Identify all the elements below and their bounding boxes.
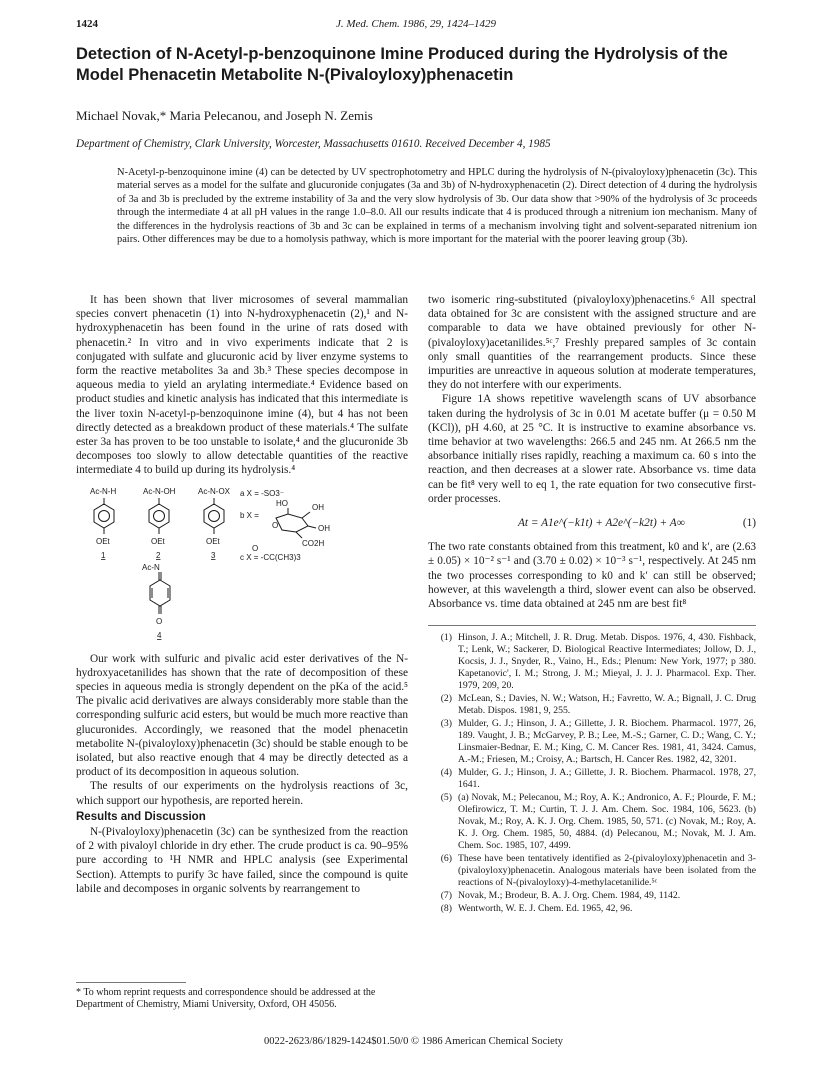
correspondence-footnote — [76, 982, 408, 1012]
page-number: 1424 — [76, 18, 98, 30]
reference-item: (6) These have been tentatively identified as 2-(pivaloyloxy)phenacetin and 3-(pivaloyloxy)phenacetin. Analogous materials have been isolated from the reactions of N-(pivaloyloxy)-4-methylacetanilide.⁵ᶜ — [440, 853, 756, 889]
reference-item: (4) Mulder, G. J.; Hinson, J. A.; Gillette, J. R. Biochem. Pharmacol. 1978, 27, 1641. — [440, 767, 756, 791]
body-paragraph: The results of our experiments on the hydrolysis reactions of 3c, which support our hypothesis, are reported herein. — [76, 780, 408, 807]
reference-item: (1) Hinson, J. A.; Mitchell, J. R. Drug. Metab. Dispos. 1976, 4, 430. Fishback, T.; Lenk, W.; Sackerer, D. Biological Reactive Intermediates; Jollow, D. J., Kocsis, J. J., Snyder, R., Vaino, H., Eds.; Plenum: New York, 1977; p 380. Kapetanovic', I. M.; Strong, J. M.; Mieyal, J. J. J. Pharmacol. Exp. Ther. 1979, 209, 20. — [440, 632, 756, 692]
footnote-rule — [76, 982, 186, 983]
reference-item: (8) Wentworth, W. E. J. Chem. Ed. 1965, 42, 96. — [440, 903, 633, 915]
article-title: Detection of N-Acetyl-p-benzoquinone Imine Produced during the Hydrolysis of the Model Phenacetin Metabolite N-(Pivaloyloxy)phenacetin — [76, 45, 728, 84]
x-definition-c: c X = -CC(CH3)3 — [240, 552, 301, 562]
glucuronide-oh2: OH — [318, 523, 330, 533]
section-heading: Results and Discussion — [76, 810, 206, 823]
footnote-text: * To whom reprint requests and correspondence should be addressed at the Department of Chemistry, Miami University, Oxford, OH 45056. — [76, 987, 376, 1011]
compound-number: 3 — [211, 550, 216, 560]
structure-label-4: Ac-N — [142, 562, 160, 572]
compound-number: 2 — [156, 550, 161, 560]
structure-label-1: Ac-N-H — [90, 486, 117, 496]
reference-item: (3) Mulder, G. J.; Hinson, J. A.; Gillette, J. R. Biochem. Pharmacol. 1977, 26, 189. Vaught, J. B.; McGarvey, P. B.; Lee, M.-S.; Garner, C. D.; Wang, C. Y.; Linsmaier-Bednar, E. M.; King, C. M. Cancer Res. 1981, 41, 3424. Camus, A.-M.; Friesen, M.; Croisy, A.; Bartsch, H. Cancer Res. 1982, 42, 3201. — [440, 718, 756, 766]
equation-number: (1) — [742, 517, 756, 530]
body-paragraph: It has been shown that liver microsomes of several mammalian species convert phenacetin (1) into N-hydroxyphenacetin (2),¹ and N-hydroxyphenacetin has been found in the urine of rats dosed with phenacetin.² In vitro and in vivo experiments indicate that 2 is conjugated with sulfate and glucuronic acid by liver enzyme systems to form the reactive metabolites 3a and 3b.³ These species decompose in aqueous media to yield an arylating intermediate.⁴ Evidence based on product studies and kinetic analysis has indicated that this intermediate is the liver toxin N-acetyl-p-benzoquinone imine (4), but 4 has not been directly detected as a breakdown product of these materials.⁴ The sulfate ester 3a has proven to be too unstable to isolate,⁴ and the glucuronide 3b decomposes too slowly to allow detectable quantities of the reactive intermediate 4 to build up during its hydrolysis.⁴ — [76, 294, 408, 477]
equation-text: At = A1e^(−k1t) + A2e^(−k2t) + A∞ — [518, 517, 685, 530]
substituent-oet: OEt — [151, 536, 165, 546]
body-paragraph: two isomeric ring-substituted (pivaloyloxy)phenacetins.⁶ All spectral data obtained for 3c are consistent with the assigned structure and are comparable to data we have obtained previously for other N-(pivaloyloxy)acetanilides.⁵ᶜ,⁷ Freshly prepared samples of 3c contain only small quantities of the rearrangement products. Since these impurities are unreactive in aqueous solution at moderate temperatures, they do not interfere with our experiments. — [428, 294, 756, 392]
copyright-line: 0022-2623/86/1829-1424$01.50/0 © 1986 American Chemical Society — [263, 1036, 564, 1047]
structure-label-2: Ac-N-OH — [143, 486, 176, 496]
author-list: Michael Novak,* Maria Pelecanou, and Joseph N. Zemis — [76, 108, 373, 123]
affiliation: Department of Chemistry, Clark University, Worcester, Massachusetts 01610. Received December 4, 1985 — [76, 138, 551, 150]
abstract: N-Acetyl-p-benzoquinone imine (4) can be detected by UV spectrophotometry and HPLC during the hydrolysis of N-(pivaloyloxy)phenacetin (3c). This material serves as a model for the sulfate and glucuronide conjugates (3a and 3b) of N-hydroxyphenacetin (2). Direct detection of 4 during the hydrolysis of 3a and 3b is precluded by the extreme instability of 3a and the very slow hydrolysis of 3b. Our data show that >90% of the hydrolysis of 3c proceeds through the intermediate 4 at all pH values in the range 1.0–8.0. All our results indicate that 4 is produced through a nitrenium ion mechanism. Many of the differences in the hydrolysis reactions of 3b and 3c can be explained in terms of a mechanism involving tight and solvent-separated nitrenium ion pairs. Other differences may be due to a homolysis pathway, which is more important for the material with the poorer leaving group (3b). — [117, 167, 757, 246]
substituent-oet: OEt — [206, 536, 220, 546]
glucuronide-oh: OH — [312, 502, 324, 512]
glucuronide-ho: HO — [276, 498, 288, 508]
equation-1 — [428, 516, 756, 530]
glucuronide-co2h: CO2H — [302, 538, 325, 548]
carbonyl-o: O — [252, 543, 259, 553]
structure-drawing — [76, 484, 408, 646]
x-definition-a: a X = -SO3⁻ — [240, 488, 285, 498]
body-paragraph: Our work with sulfuric and pivalic acid ester derivatives of the N-hydroxyacetanilides has shown that the rate of decomposition of these species in aqueous media is strongly dependent on the pKa of the acid.⁵ The pivalic acid derivatives are always considerably more stable than the corresponding sulfuric acid esters, but would be much more reactive than glucuronides. Accordingly, we reasoned that the model phenacetin metabolite N-(pivaloyloxy)phenacetin (3c) should be stable enough to be isolated, but also reactive enough that 4 may be directly detected as a product of its decomposition in aqueous solution. — [76, 652, 408, 779]
quinone-oxygen: O — [156, 616, 163, 626]
reference-item: (2) McLean, S.; Davies, N. W.; Watson, H.; Favretto, W. A.; Bignall, J. C. Drug Metab. Dispos. 1981, 9, 255. — [440, 693, 756, 717]
substituent-oet: OEt — [96, 536, 110, 546]
chemical-structures-figure — [76, 484, 408, 646]
x-definition-b: b X = — [240, 510, 259, 520]
reference-item: (5) (a) Novak, M.; Pelecanou, M.; Roy, A. K.; Andronico, A. F.; Plourde, F. M.; Olefirowicz, T. M.; Curtin, T. J. J. Am. Chem. Soc. 1984, 106, 5623. (b) Novak, M.; Roy, A. K. J. Org. Chem. 1985, 50, 571. (c) Novak, M.; Roy, A. K. J. Org. Chem. 1985, 50, 4884. (d) Pelecanou, M.; Novak, M. J. Am. Chem. Soc. 1985, 107, 4499. — [440, 792, 756, 852]
structure-label-3: Ac-N-OX — [198, 486, 230, 496]
reference-list — [428, 625, 756, 915]
glucuronide-ring-o: O — [272, 520, 279, 530]
reference-item: (7) Novak, M.; Brodeur, B. A. J. Org. Chem. 1984, 49, 1142. — [440, 890, 681, 902]
journal-citation: J. Med. Chem. 1986, 29, 1424–1429 — [335, 18, 497, 30]
compound-number: 4 — [157, 630, 162, 640]
body-paragraph: N-(Pivaloyloxy)phenacetin (3c) can be synthesized from the reaction of 2 with pivaloyl chloride in dry ether. The crude product is ca. 90–95% pure according to ¹H NMR and HPLC analysis (see Experimental Section). Attempts to purify 3c have failed, since the compound is quite labile and decomposes in organic solvents by rearrangement to — [76, 826, 408, 895]
body-paragraph: Figure 1A shows repetitive wavelength scans of UV absorbance taken during the hydrolysis of 3c in 0.01 M acetate buffer (μ = 0.50 M (KCl)), pH 4.60, at 25 °C. It is instructive to examine absorbance vs. time behavior at two wavelengths: 266.5 and 245 nm. At 266.5 nm the absorbance initially rises rapidly, reaching a maximum ca. 60 s into the reaction, and then decreases at a slower rate. Absorbance vs. time data can be fit⁸ very well to eq 1, the rate equation for two consecutive first-order processes. — [428, 393, 756, 505]
left-column — [76, 293, 408, 896]
body-paragraph: The two rate constants obtained from this treatment, k0 and k′, are (2.63 ± 0.05) × 10⁻² s⁻¹ and (3.70 ± 0.02) × 10⁻³ s⁻¹, respectively. At 245 nm the two processes corresponding to k0 and k′ can still be observed; however, at this wavelength a third, slower event can also be observed. Absorbance vs. time data obtained at 245 nm are best fit⁸ — [428, 541, 756, 611]
right-column — [428, 293, 756, 916]
compound-number: 1 — [101, 550, 106, 560]
